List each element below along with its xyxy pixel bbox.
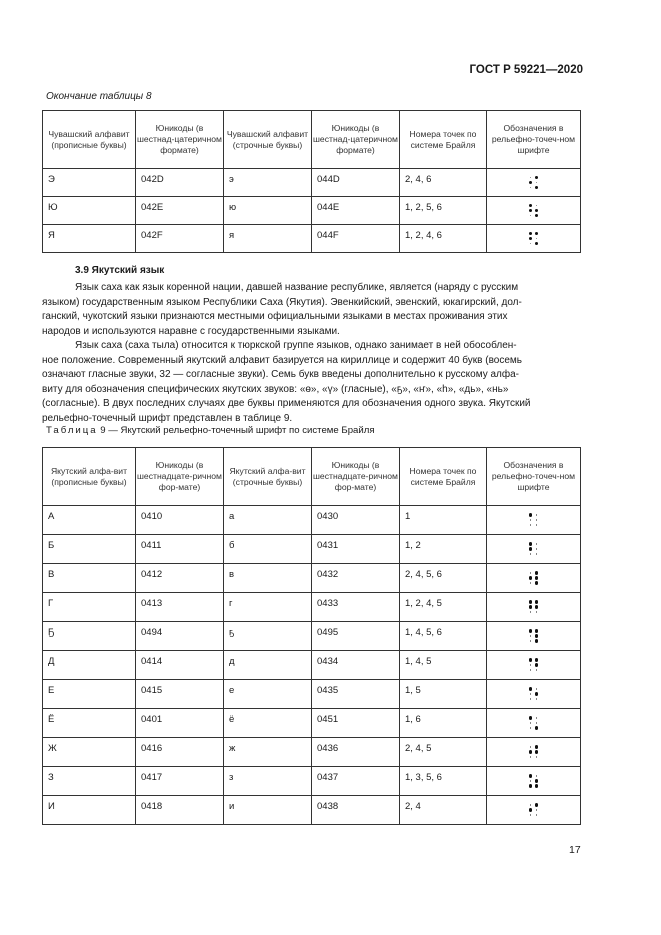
braille-dot-empty: [535, 668, 539, 672]
braille-dot-raised: [535, 176, 539, 180]
braille-dot-empty: [529, 755, 533, 759]
braille-dot-raised: [535, 634, 539, 638]
paragraph-line: (согласные). В двух последних случаях две буквы применяются для обозначения одного звука. Якутский: [42, 398, 531, 410]
braille-dot-empty: [535, 204, 539, 208]
unicode-upper: 0412: [136, 564, 224, 593]
lower-letter: я: [224, 225, 312, 253]
table-row: [43, 564, 581, 593]
braille-cell: [487, 680, 581, 709]
paragraph-1: [42, 281, 580, 339]
upper-letter: Д: [43, 651, 136, 680]
braille-symbol: [487, 564, 580, 592]
unicode-upper: 042D: [136, 169, 224, 197]
braille-dot-empty: [535, 813, 539, 817]
braille-dot-numbers: 2, 4: [400, 796, 487, 825]
upper-letter: Э: [43, 169, 136, 197]
table-row: [43, 651, 581, 680]
braille-dot-raised: [535, 726, 539, 730]
lower-letter: в: [224, 564, 312, 593]
lower-letter: б: [224, 535, 312, 564]
braille-symbol: [487, 651, 580, 679]
braille-dot-raised: [529, 513, 533, 517]
braille-dot-numbers: 1, 4, 5: [400, 651, 487, 680]
braille-symbol: [487, 506, 580, 534]
braille-cell: [487, 738, 581, 767]
braille-dot-empty: [535, 610, 539, 614]
table9-caption: [46, 425, 375, 436]
unicode-lower: 0432: [312, 564, 400, 593]
braille-dot-empty: [529, 186, 533, 190]
braille-dot-empty: [529, 692, 533, 696]
document-id: ГОСТ Р 59221—2020: [469, 64, 583, 76]
braille-dot-empty: [529, 779, 533, 783]
braille-dot-empty: [535, 552, 539, 556]
braille-dot-numbers: 1, 2, 4, 5: [400, 593, 487, 622]
table9: [42, 447, 581, 825]
braille-dot-empty: [529, 571, 533, 575]
upper-letter: И: [43, 796, 136, 825]
lower-letter: ё: [224, 709, 312, 738]
braille-dot-empty: [529, 745, 533, 749]
braille-dot-empty: [529, 668, 533, 672]
table-row: [43, 225, 581, 253]
braille-dot-raised: [535, 214, 539, 218]
braille-dot-empty: [529, 639, 533, 643]
braille-dot-numbers: 1, 5: [400, 680, 487, 709]
braille-dot-raised: [529, 629, 533, 633]
braille-dot-empty: [529, 176, 533, 180]
braille-dot-empty: [535, 808, 539, 812]
braille-dot-empty: [529, 610, 533, 614]
page-number: 17: [569, 844, 581, 856]
unicode-lower: 044E: [312, 197, 400, 225]
table-row: [43, 709, 581, 738]
braille-dot-raised: [529, 687, 533, 691]
table-row: [43, 767, 581, 796]
table9-caption-label: Таблица: [46, 425, 98, 436]
braille-symbol: [487, 225, 580, 252]
paragraph-line: Язык саха (саха тыла) относится к тюркской группе языков, однако занимает в ней обособлен-: [75, 340, 517, 351]
braille-dot-empty: [529, 803, 533, 807]
braille-dot-raised: [535, 571, 539, 575]
braille-dot-raised: [535, 576, 539, 580]
unicode-upper: 0401: [136, 709, 224, 738]
braille-dot-numbers: 2, 4, 5: [400, 738, 487, 767]
braille-cell: [487, 622, 581, 651]
braille-dot-empty: [535, 774, 539, 778]
upper-letter: Б: [43, 535, 136, 564]
braille-dot-raised: [529, 716, 533, 720]
upper-letter: Ж: [43, 738, 136, 767]
upper-letter: Ё: [43, 709, 136, 738]
upper-letter: Я: [43, 225, 136, 253]
braille-dot-empty: [535, 721, 539, 725]
braille-symbol: [487, 622, 580, 650]
table-row: [43, 680, 581, 709]
section-title: 3.9 Якутский язык: [75, 265, 165, 276]
braille-cell: [487, 709, 581, 738]
braille-dot-raised: [529, 547, 533, 551]
lower-letter: г: [224, 593, 312, 622]
braille-dot-raised: [529, 542, 533, 546]
braille-dot-empty: [529, 523, 533, 527]
unicode-lower: 0436: [312, 738, 400, 767]
braille-dot-empty: [529, 813, 533, 817]
table-row: [43, 738, 581, 767]
braille-dot-raised: [529, 750, 533, 754]
braille-dot-raised: [535, 629, 539, 633]
braille-dot-empty: [535, 237, 539, 241]
braille-symbol: [487, 197, 580, 224]
braille-dot-empty: [529, 214, 533, 218]
table9-header-dots: Номера точек по системе Брайля: [400, 448, 487, 506]
braille-dot-empty: [535, 755, 539, 759]
upper-letter: А: [43, 506, 136, 535]
braille-dot-raised: [535, 779, 539, 783]
table8: [42, 110, 581, 253]
braille-dot-empty: [535, 518, 539, 522]
table8-header-code-lower: Юникоды (в шестнад-цатеричном формате): [312, 111, 400, 169]
braille-dot-raised: [529, 600, 533, 604]
table9-header-row: [43, 448, 581, 506]
braille-dot-raised: [529, 232, 533, 236]
upper-letter: Ҕ: [43, 622, 136, 651]
braille-dot-raised: [529, 204, 533, 208]
unicode-lower: 0435: [312, 680, 400, 709]
braille-dot-numbers: 1, 2, 5, 6: [400, 197, 487, 225]
braille-dot-raised: [535, 242, 539, 246]
upper-letter: З: [43, 767, 136, 796]
table9-header-upper: Якутский алфа-вит (прописные буквы): [43, 448, 136, 506]
braille-symbol: [487, 593, 580, 621]
unicode-lower: 0437: [312, 767, 400, 796]
braille-symbol: [487, 535, 580, 563]
unicode-upper: 0416: [136, 738, 224, 767]
upper-letter: Ю: [43, 197, 136, 225]
braille-dot-empty: [535, 716, 539, 720]
table-row: [43, 796, 581, 825]
braille-dot-empty: [529, 663, 533, 667]
braille-dot-numbers: 1, 4, 5, 6: [400, 622, 487, 651]
paragraph-line: языком) государственным языком Республики Саха (Якутия). Эвенкийский, эвенский, юкагирский, дол-: [42, 296, 522, 308]
lower-letter: и: [224, 796, 312, 825]
braille-symbol: [487, 738, 580, 766]
braille-dot-raised: [535, 639, 539, 643]
braille-dot-empty: [535, 513, 539, 517]
braille-cell: [487, 197, 581, 225]
table-row: [43, 593, 581, 622]
braille-dot-empty: [535, 542, 539, 546]
braille-dot-empty: [535, 523, 539, 527]
table8-header-code-upper: Юникоды (в шестнад-цатеричном формате): [136, 111, 224, 169]
table-row: [43, 535, 581, 564]
braille-dot-raised: [529, 576, 533, 580]
braille-dot-empty: [529, 242, 533, 246]
braille-dot-empty: [529, 726, 533, 730]
braille-dot-raised: [535, 581, 539, 585]
lower-letter: э: [224, 169, 312, 197]
table9-caption-text: 9 — Якутский рельефно-точечный шрифт по системе Брайля: [100, 425, 375, 436]
braille-cell: [487, 535, 581, 564]
braille-cell: [487, 564, 581, 593]
braille-dot-raised: [529, 237, 533, 241]
unicode-upper: 042E: [136, 197, 224, 225]
unicode-lower: 0434: [312, 651, 400, 680]
braille-dot-raised: [535, 658, 539, 662]
table-row: [43, 169, 581, 197]
lower-letter: д: [224, 651, 312, 680]
unicode-lower: 044F: [312, 225, 400, 253]
paragraph-line: ганский, чукотский языки признаются местными официальными языками в местах проживания этих: [42, 311, 508, 323]
braille-dot-raised: [529, 784, 533, 788]
braille-dot-empty: [529, 721, 533, 725]
paragraph-line: Язык саха как язык коренной нации, давшей название республике, является (наряду с русским: [75, 282, 519, 293]
lower-letter: ҕ: [224, 622, 312, 651]
table8-header-braille: Обозначения в рельефно-точеч-ном шрифте: [487, 111, 581, 169]
unicode-lower: 0495: [312, 622, 400, 651]
table8-header-row: [43, 111, 581, 169]
lower-letter: ю: [224, 197, 312, 225]
braille-symbol: [487, 169, 580, 196]
lower-letter: ж: [224, 738, 312, 767]
braille-dot-numbers: 1, 3, 5, 6: [400, 767, 487, 796]
braille-dot-numbers: 2, 4, 6: [400, 169, 487, 197]
unicode-upper: 0414: [136, 651, 224, 680]
braille-dot-numbers: 1, 2: [400, 535, 487, 564]
unicode-upper: 0418: [136, 796, 224, 825]
braille-dot-numbers: 1: [400, 506, 487, 535]
unicode-upper: 0411: [136, 535, 224, 564]
unicode-lower: 0451: [312, 709, 400, 738]
braille-dot-raised: [535, 692, 539, 696]
braille-dot-raised: [535, 605, 539, 609]
lower-letter: а: [224, 506, 312, 535]
braille-cell: [487, 796, 581, 825]
braille-cell: [487, 506, 581, 535]
table9-header-braille: Обозначения в рельефно-точеч-ном шрифте: [487, 448, 581, 506]
braille-dot-raised: [535, 803, 539, 807]
braille-dot-empty: [535, 687, 539, 691]
braille-dot-raised: [529, 181, 533, 185]
unicode-lower: 0431: [312, 535, 400, 564]
braille-dot-raised: [529, 774, 533, 778]
braille-dot-raised: [535, 600, 539, 604]
unicode-lower: 044D: [312, 169, 400, 197]
braille-dot-raised: [529, 209, 533, 213]
unicode-upper: 0410: [136, 506, 224, 535]
braille-symbol: [487, 767, 580, 795]
paragraph-line: народов и используются наравне с государственными языками.: [42, 325, 340, 337]
braille-dot-empty: [535, 181, 539, 185]
braille-cell: [487, 225, 581, 253]
paragraph-line: виту для обозначения специфических якутских звуков: «ө», «ү» (гласные), «ҕ», «ҥ», «һ», «дь», «нь»: [42, 383, 509, 395]
unicode-upper: 0417: [136, 767, 224, 796]
lower-letter: е: [224, 680, 312, 709]
unicode-upper: 0415: [136, 680, 224, 709]
braille-cell: [487, 169, 581, 197]
unicode-lower: 0433: [312, 593, 400, 622]
table-row: [43, 622, 581, 651]
braille-cell: [487, 767, 581, 796]
braille-dot-raised: [535, 232, 539, 236]
lower-letter: з: [224, 767, 312, 796]
unicode-lower: 0438: [312, 796, 400, 825]
braille-dot-numbers: 1, 6: [400, 709, 487, 738]
braille-dot-empty: [529, 581, 533, 585]
braille-symbol: [487, 680, 580, 708]
unicode-lower: 0430: [312, 506, 400, 535]
table8-header-upper: Чувашский алфавит (прописные буквы): [43, 111, 136, 169]
braille-dot-raised: [535, 745, 539, 749]
paragraph-line: рельефно-точечный шрифт представлен в таблице 9.: [42, 412, 293, 424]
braille-dot-empty: [535, 697, 539, 701]
braille-symbol: [487, 796, 580, 824]
braille-dot-raised: [535, 784, 539, 788]
braille-dot-raised: [535, 750, 539, 754]
table9-header-lower: Якутский алфа-вит (строчные буквы): [224, 448, 312, 506]
braille-dot-empty: [535, 547, 539, 551]
braille-dot-empty: [529, 634, 533, 638]
unicode-upper: 0494: [136, 622, 224, 651]
upper-letter: Г: [43, 593, 136, 622]
table9-header-code-lower: Юникоды (в шестнадцате-ричном фор-мате): [312, 448, 400, 506]
braille-dot-raised: [535, 663, 539, 667]
braille-dot-raised: [529, 658, 533, 662]
table8-header-lower: Чувашский алфавит (строчные буквы): [224, 111, 312, 169]
braille-dot-raised: [529, 605, 533, 609]
table8-caption: Окончание таблицы 8: [46, 91, 152, 102]
upper-letter: Е: [43, 680, 136, 709]
unicode-upper: 042F: [136, 225, 224, 253]
table9-header-code-upper: Юникоды (в шестнадцате-ричном фор-мате): [136, 448, 224, 506]
paragraph-2: [42, 339, 580, 427]
braille-symbol: [487, 709, 580, 737]
table-row: [43, 506, 581, 535]
braille-dot-empty: [529, 552, 533, 556]
braille-dot-empty: [529, 697, 533, 701]
braille-cell: [487, 593, 581, 622]
upper-letter: В: [43, 564, 136, 593]
table-row: [43, 197, 581, 225]
braille-dot-numbers: 1, 2, 4, 6: [400, 225, 487, 253]
table8-header-dots: Номера точек по системе Брайля: [400, 111, 487, 169]
braille-cell: [487, 651, 581, 680]
braille-dot-numbers: 2, 4, 5, 6: [400, 564, 487, 593]
braille-dot-raised: [529, 808, 533, 812]
unicode-upper: 0413: [136, 593, 224, 622]
braille-dot-raised: [535, 209, 539, 213]
braille-dot-empty: [529, 518, 533, 522]
paragraph-line: ное положение. Современный якутский алфавит базируется на кириллице и содержит 40 букв (восемь: [42, 354, 522, 366]
braille-dot-raised: [535, 186, 539, 190]
paragraph-line: означают гласные звуки, 32 — согласные звуки). Семь букв введены дополнительно к русскому алфа-: [42, 369, 520, 381]
